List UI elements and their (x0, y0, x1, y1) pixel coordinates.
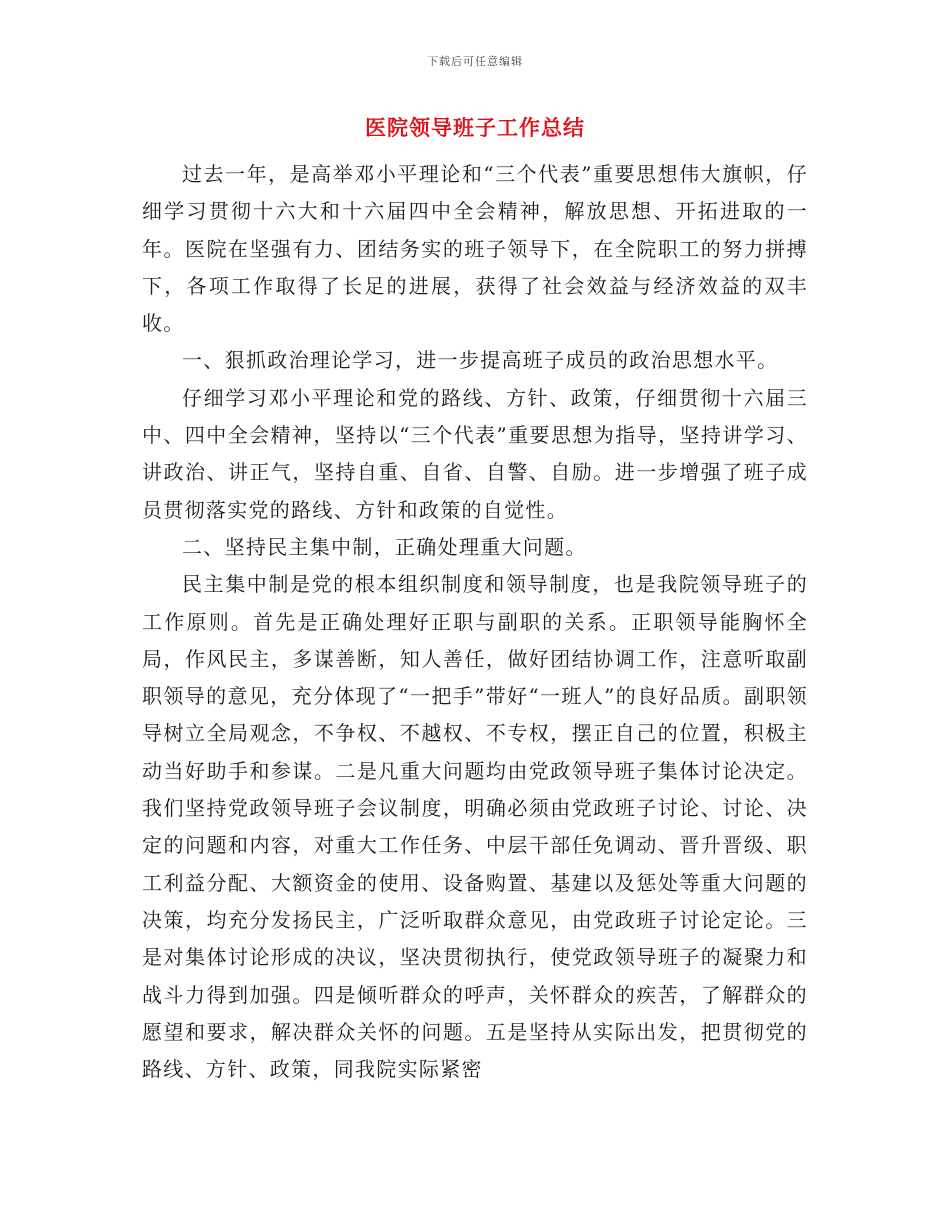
paragraph-section-2: 民主集中制是党的根本组织制度和领导制度，也是我院领导班子的工作原则。首先是正确处理好正职与副职的关系。正职领导能胸怀全局，作风民主，多谋善断，知人善任，做好团结协调工作，注意听取副职领导的意见，充分体现了“一把手”带好“一班人”的良好品质。副职领导树立全局观念，不争权、不越权、不专权，摆正自己的位置，积极主动当好助手和参谋。二是凡重大问题均由党政领导班子集体讨论决定。我们坚持党政领导班子会议制度，明确必须由党政班子讨论、讨论、决定的问题和内容，对重大工作任务、中层干部任免调动、晋升晋级、职工利益分配、大额资金的使用、设备购置、基建以及惩处等重大问题的决策，均充分发扬民主，广泛听取群众意见，由党政班子讨论定论。三是对集体讨论形成的决议，坚决贯彻执行，使党政领导班子的凝聚力和战斗力得到加强。四是倾听群众的呼声，关怀群众的疾苦，了解群众的愿望和要求，解决群众关怀的问题。五是坚持从实际出发，把贯彻党的路线、方针、政策，同我院实际紧密 (142, 572, 808, 1082)
document-title: 医院领导班子工作总结 (365, 115, 585, 140)
document-body (142, 156, 808, 1088)
section-heading-2: 二、坚持民主集中制，正确处理重大问题。 (182, 534, 587, 559)
paragraph-intro: 过去一年，是高举邓小平理论和“三个代表”重要思想伟大旗帜，仔细学习贯彻十六大和十六届四中全会精神，解放思想、开拓进取的一年。医院在坚强有力、团结务实的班子领导下，在全院职工的努力拼搏下，各项工作取得了长足的进展，获得了社会效益与经济效益的双丰收。 (142, 162, 808, 336)
section-heading-1: 一、狠抓政治理论学习，进一步提高班子成员的政治思想水平。 (182, 348, 779, 373)
header-note: 下载后可任意编辑 (427, 55, 523, 68)
paragraph-section-1: 仔细学习邓小平理论和党的路线、方针、政策，仔细贯彻十六届三中、四中全会精神，坚持以“三个代表”重要思想为指导，坚持讲学习、讲政治、讲正气，坚持自重、自省、自警、自励。进一步增强了班子成员贯彻落实党的路线、方针和政策的自觉性。 (142, 385, 808, 522)
